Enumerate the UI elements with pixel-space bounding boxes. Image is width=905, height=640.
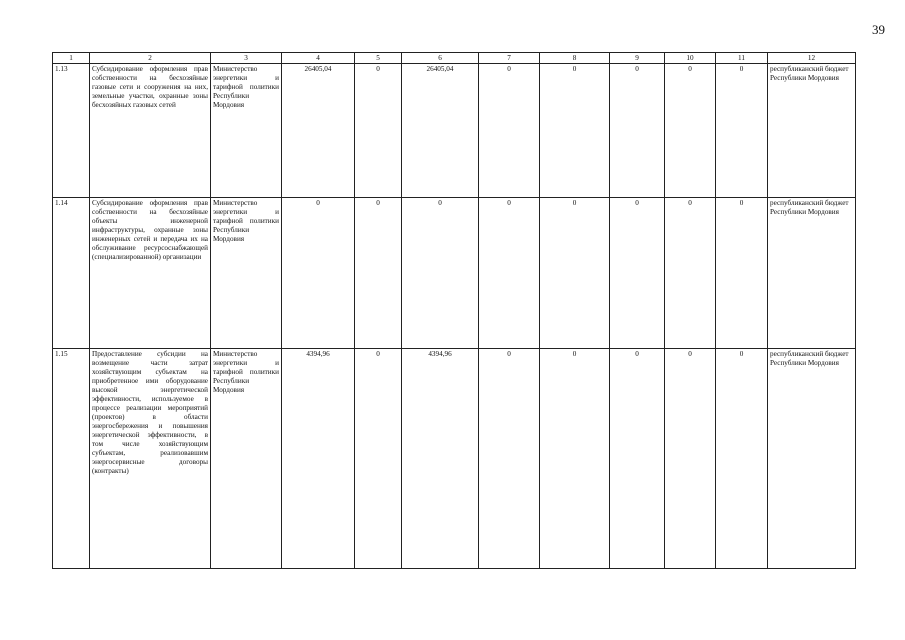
value-cell: 0 xyxy=(716,349,768,569)
value-cell: 0 xyxy=(402,198,479,349)
table-row xyxy=(53,198,856,349)
value-cell: 0 xyxy=(610,198,665,349)
header-cell: 10 xyxy=(665,53,716,64)
measure-description: Субсидирование оформления прав собственности на бесхозяйные газовые сети и сооружения на них, земельные участки, охранные зоны бесхозяйных газовых сетей xyxy=(90,64,211,198)
measure-description: Субсидирование оформления прав собственности на бесхозяйные объекты инженерной инфраструктуры, охранные зоны инженерных сетей и передача их на обслуживание ресурсоснабжающей (специализированной) организации xyxy=(90,198,211,349)
program-measures-table xyxy=(52,52,856,569)
value-cell: 0 xyxy=(665,349,716,569)
responsible-executor: Министерство энергетики и тарифной политики Республики Мордовия xyxy=(211,349,282,569)
value-cell: 0 xyxy=(479,349,540,569)
total-value: 26405,04 xyxy=(282,64,355,198)
total-value: 0 xyxy=(282,198,355,349)
table-row xyxy=(53,349,856,569)
value-cell: 0 xyxy=(355,349,402,569)
value-cell: 0 xyxy=(355,198,402,349)
total-value: 4394,96 xyxy=(282,349,355,569)
value-cell: 0 xyxy=(479,64,540,198)
header-cell: 5 xyxy=(355,53,402,64)
value-cell: 0 xyxy=(540,349,610,569)
responsible-executor: Министерство энергетики и тарифной политики Республики Мордовия xyxy=(211,64,282,198)
value-cell: 4394,96 xyxy=(402,349,479,569)
funding-source: республиканский бюджет Республики Мордовия xyxy=(768,349,856,569)
page-number: 39 xyxy=(872,22,885,37)
value-cell: 0 xyxy=(610,64,665,198)
header-cell: 1 xyxy=(53,53,90,64)
measure-description: Предоставление субсидии на возмещение части затрат хозяйствующим субъектам на приобретенное ими оборудование высокой энергетической эффективности, используемое в процессе реализации мероприятий (проектов) в области энергосбережения и повышения энергетической эффективности, в том числе хозяйствующим субъектам, реализовавшим энергосервисные договоры (контракты) xyxy=(90,349,211,569)
funding-source: республиканский бюджет Республики Мордовия xyxy=(768,64,856,198)
header-cell: 8 xyxy=(540,53,610,64)
row-number: 1.15 xyxy=(53,349,90,569)
value-cell: 0 xyxy=(540,64,610,198)
value-cell: 0 xyxy=(479,198,540,349)
header-cell: 3 xyxy=(211,53,282,64)
header-cell: 12 xyxy=(768,53,856,64)
value-cell: 0 xyxy=(610,349,665,569)
value-cell: 0 xyxy=(665,198,716,349)
value-cell: 0 xyxy=(665,64,716,198)
value-cell: 0 xyxy=(355,64,402,198)
header-cell: 9 xyxy=(610,53,665,64)
header-cell: 4 xyxy=(282,53,355,64)
header-cell: 2 xyxy=(90,53,211,64)
header-cell: 7 xyxy=(479,53,540,64)
row-number: 1.14 xyxy=(53,198,90,349)
value-cell: 0 xyxy=(716,64,768,198)
table-row xyxy=(53,64,856,198)
value-cell: 0 xyxy=(716,198,768,349)
value-cell: 26405,04 xyxy=(402,64,479,198)
responsible-executor: Министерство энергетики и тарифной политики Республики Мордовия xyxy=(211,198,282,349)
row-number: 1.13 xyxy=(53,64,90,198)
funding-source: республиканский бюджет Республики Мордовия xyxy=(768,198,856,349)
header-cell: 11 xyxy=(716,53,768,64)
header-cell: 6 xyxy=(402,53,479,64)
value-cell: 0 xyxy=(540,198,610,349)
header-row xyxy=(53,53,856,64)
